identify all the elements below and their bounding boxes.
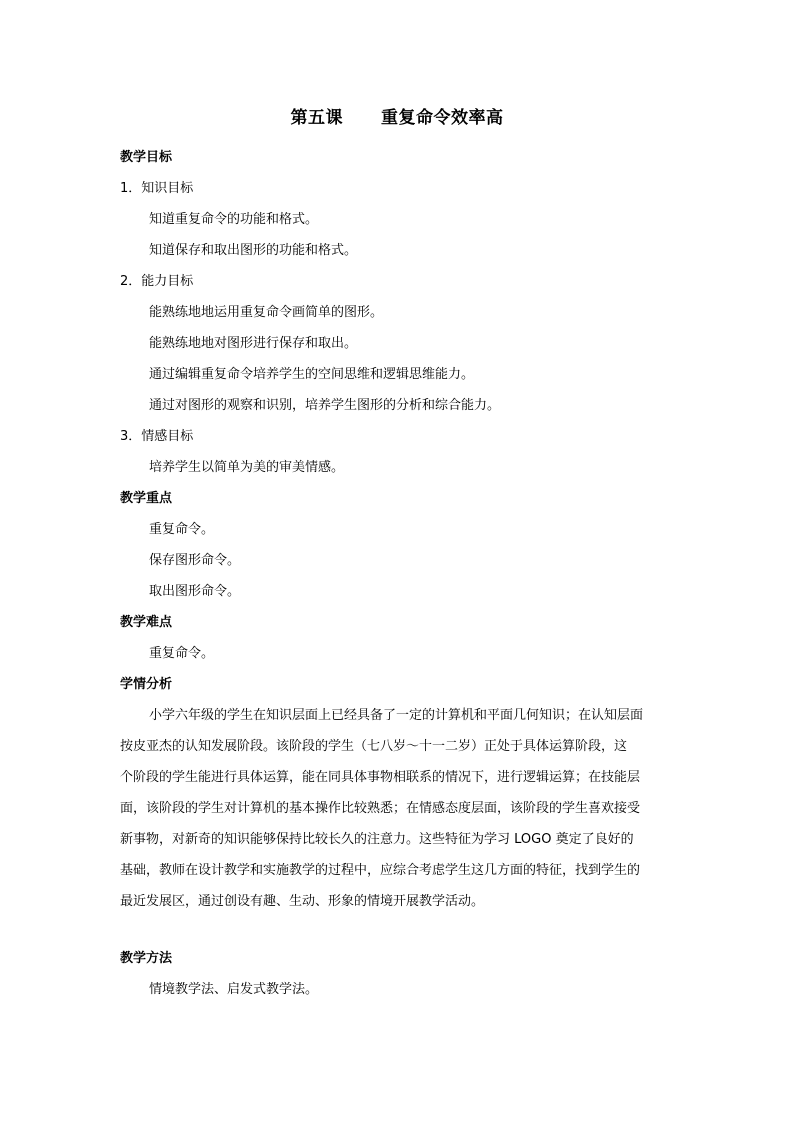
spacer: [120, 917, 680, 943]
lesson-number: 第五课: [290, 108, 343, 128]
paragraph-line: 基础，教师在设计教学和实施教学的过程中，应综合考虑学生这几方面的特征，找到学生的: [120, 863, 641, 878]
list-item: 能熟练地地运用重复命令画简单的图形。: [149, 305, 384, 320]
paragraph-line: 按皮亚杰的认知发展阶段。该阶段的学生（七八岁～十一二岁）正处于具体运算阶段，这: [120, 739, 628, 754]
paragraph-line: 个阶段的学生能进行具体运算，能在同具体事物相联系的情况下，进行逻辑运算；在技能层: [120, 770, 641, 785]
document-body: [120, 142, 680, 1005]
list-item: 情境教学法、启发式教学法。: [149, 982, 319, 997]
section-heading-goals: 教学目标: [120, 150, 173, 165]
page-title: [0, 106, 794, 130]
subsection-emotion: 3．情感目标: [120, 429, 194, 444]
paragraph-line: 新事物，对新奇的知识能够保持比较长久的注意力。这些特征为学习 LOGO 奠定了良好的: [120, 832, 634, 847]
section-heading-methods: 教学方法: [120, 951, 173, 966]
list-item: 保存图形命令。: [149, 553, 241, 568]
paragraph-line: 小学六年级的学生在知识层面上已经具备了一定的计算机和平面几何知识；在认知层面: [149, 708, 644, 723]
list-item: 取出图形命令。: [149, 584, 241, 599]
list-item: 培养学生以简单为美的审美情感。: [149, 460, 345, 475]
list-item: 知道保存和取出图形的功能和格式。: [149, 243, 358, 258]
lesson-name: 重复命令效率高: [381, 108, 504, 128]
subsection-knowledge: 1．知识目标: [120, 181, 194, 196]
section-heading-difficulties: 教学难点: [120, 615, 173, 630]
list-item: 重复命令。: [149, 646, 215, 661]
section-heading-key-points: 教学重点: [120, 491, 173, 506]
subsection-ability: 2．能力目标: [120, 274, 194, 289]
list-item: 通过对图形的观察和识别，培养学生图形的分析和综合能力。: [149, 398, 501, 413]
paragraph-line: 最近发展区，通过创设有趣、生动、形象的情境开展教学活动。: [120, 894, 485, 909]
section-heading-analysis: 学情分析: [120, 677, 173, 692]
list-item: 重复命令。: [149, 522, 215, 537]
list-item: 能熟练地地对图形进行保存和取出。: [149, 336, 358, 351]
list-item: 知道重复命令的功能和格式。: [149, 212, 319, 227]
list-item: 通过编辑重复命令培养学生的空间思维和逻辑思维能力。: [149, 367, 475, 382]
paragraph-line: 面，该阶段的学生对计算机的基本操作比较熟悉；在情感态度层面，该阶段的学生喜欢接受: [120, 801, 641, 816]
